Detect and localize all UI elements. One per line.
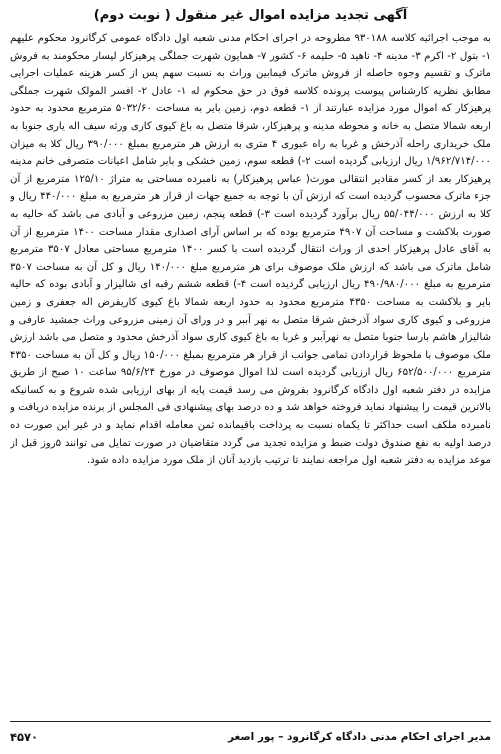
notice-code: ۴۵۷۰ <box>10 730 39 744</box>
notice-body: به موجب اجرائیه کلاسه ۹۳۰۱۸۸ مطروحه در اجرای احکام مدنی شعبه اول دادگاه عمومی کرگانرود محکوم علیهم ۱- بتول ۲- اکرم ۳- مدینه ۴- ناهید ۵- حلیمه ۶- کشور ۷- همایون شهرت جملگی پرهیزکار لیسار محکومند به فروش ماترک و تقسیم وجوه حاصله از فروش ماترک فیمابین وراث به نسبت سهم پس از کسر هزینه عملیات اجرایی مطابق نظریه کارشناس پیوست پرونده کلاسه فوق در حق محکوم له ۱- عادل ۲- افسر المولک شهرت جملگی پرهیزکار که اموال مورد مزایده عبارتند از ۱- قطعه دوم، زمین بایر به مساحت ۵۰۳۲/۶۰ مترمربع محدود به حدود اربعه شمالا متصل به خانه و محوطه مدینه و پرهیزکار، شرقا متصل به باغ کیوی کاری ورثه سیف اله یاری جنوبا به ملک خریداری راحله آذرخش و غربا به راه عبوری ۴ متری به ارزش هر مترمربع بمبلغ ۳۹۰/۰۰۰ ریال کلا به میزان ۱/۹۶۲/۷۱۴/۰۰۰ ریال ارزیابی گردیده است ۲-) قطعه سوم، زمین خشکی و بایر شامل اعیانات متصرفی خانم مدینه پرهیزکار بعد از کسر مقادیر انتقالی مورث( عباس پرهیزکار) به نامبرده مساحتی به متراژ ۱۲۵/۱۰ مترمربع از آن جزء ماترک محسوب گردیده است که ارزش آن با توجه به جمیع جهات از قرار هر مترمربع به مبلغ ۴۴۰/۰۰۰ ریال و کلا به ارزش ۵۵/۰۴۴/۰۰۰ ریال برآورد گردیده است ۳-) قطعه پنجم، زمین مزروعی و آبادی می باشد که حالیه به صورت بلاکشت و مساحت آن ۴۹۰۷ مترمربع بوده که بر اساس آرای اصداری مقدار مساحت ۱۴۰۰ مترمربع از آن به آقای عادل پرهیزکار احدی از وراث انتقال گردیده است با کسر ۱۴۰۰ مترمربع مساحتی معادل ۳۵۰۷ مترمربع شامل ماترک می باشد که ارزش ملک موصوف برای هر مترمربع مبلغ ۱۴۰/۰۰۰ ریال و کل آن به مساحت ۳۵۰۷ مترمربع به مبلغ ۴۹۰/۹۸۰/۰۰۰ ریال ارزیابی گردیده است ۴-) قطعه ششم رقبه ای شالیزار و آبادی بوده که حالیه بایر و بلاکشت به مساحت ۴۳۵۰ مترمربع محدود به حدود اربعه شمالا باغ کیوی کاریفرض اله جعفری و زمین مزروعی و کیوی کاری سواد آذرخش شرقا متصل به نهر آببر و در ورای آن زمینی مزروعی وراث جمشید عارفی و شالیزار هاشم بارسا جنوبا متصل به نهرآببر و غربا به باغ کیوی کاری سواد آذرخش محدود و متصل می باشد ارزش ملک موصوف با ملحوظ قراردادن تمامی جوانب از قرار هر مترمربع بمبلغ ۱۵۰/۰۰۰ ریال و کل آن به مساحت ۴۳۵۰ مترمربع ۶۵۲/۵۰۰/۰۰۰ ریال ارزیابی گردیده است لذا اموال موصوف در مورخ ۹۵/۶/۲۴ ساعت ۱۰ صبح از طریق مزایده در دفتر شعبه اول دادگاه کرگانرود بفروش می رسد قیمت پایه از بهای ارزیابی شده شروع و به کسانیکه بالاترین قیمت را پیشنهاد نماید فروخته خواهد شد و ده درصد بهای پیشنهادی فی المجلس از برنده مزایده دریافت و نامبرده ملکف است حداکثر تا یکماه نسبت به پرداخت باقیمانده ثمن معامله اقدام نماید و در غیر این صورت ده درصد اولیه به نفع صندوق دولت ضبط و مزایده تجدید می گردد متقاضیان در صورت تمایل می توانند ۵روز قبل از موعد مزایده به دفتر شعبه اول مراجعه نمایند تا ترتیب بازدید آنان از ملک مورد مزایده داده شود. <box>10 33 491 467</box>
notice-footer <box>10 721 491 752</box>
notice-issuer: مدیر اجرای احکام مدنی دادگاه کرگانرود – پور اصغر <box>228 731 491 743</box>
notice-title: آگهی تجدید مزایده اموال غیر منقول ( نوبت دوم) <box>93 8 408 23</box>
